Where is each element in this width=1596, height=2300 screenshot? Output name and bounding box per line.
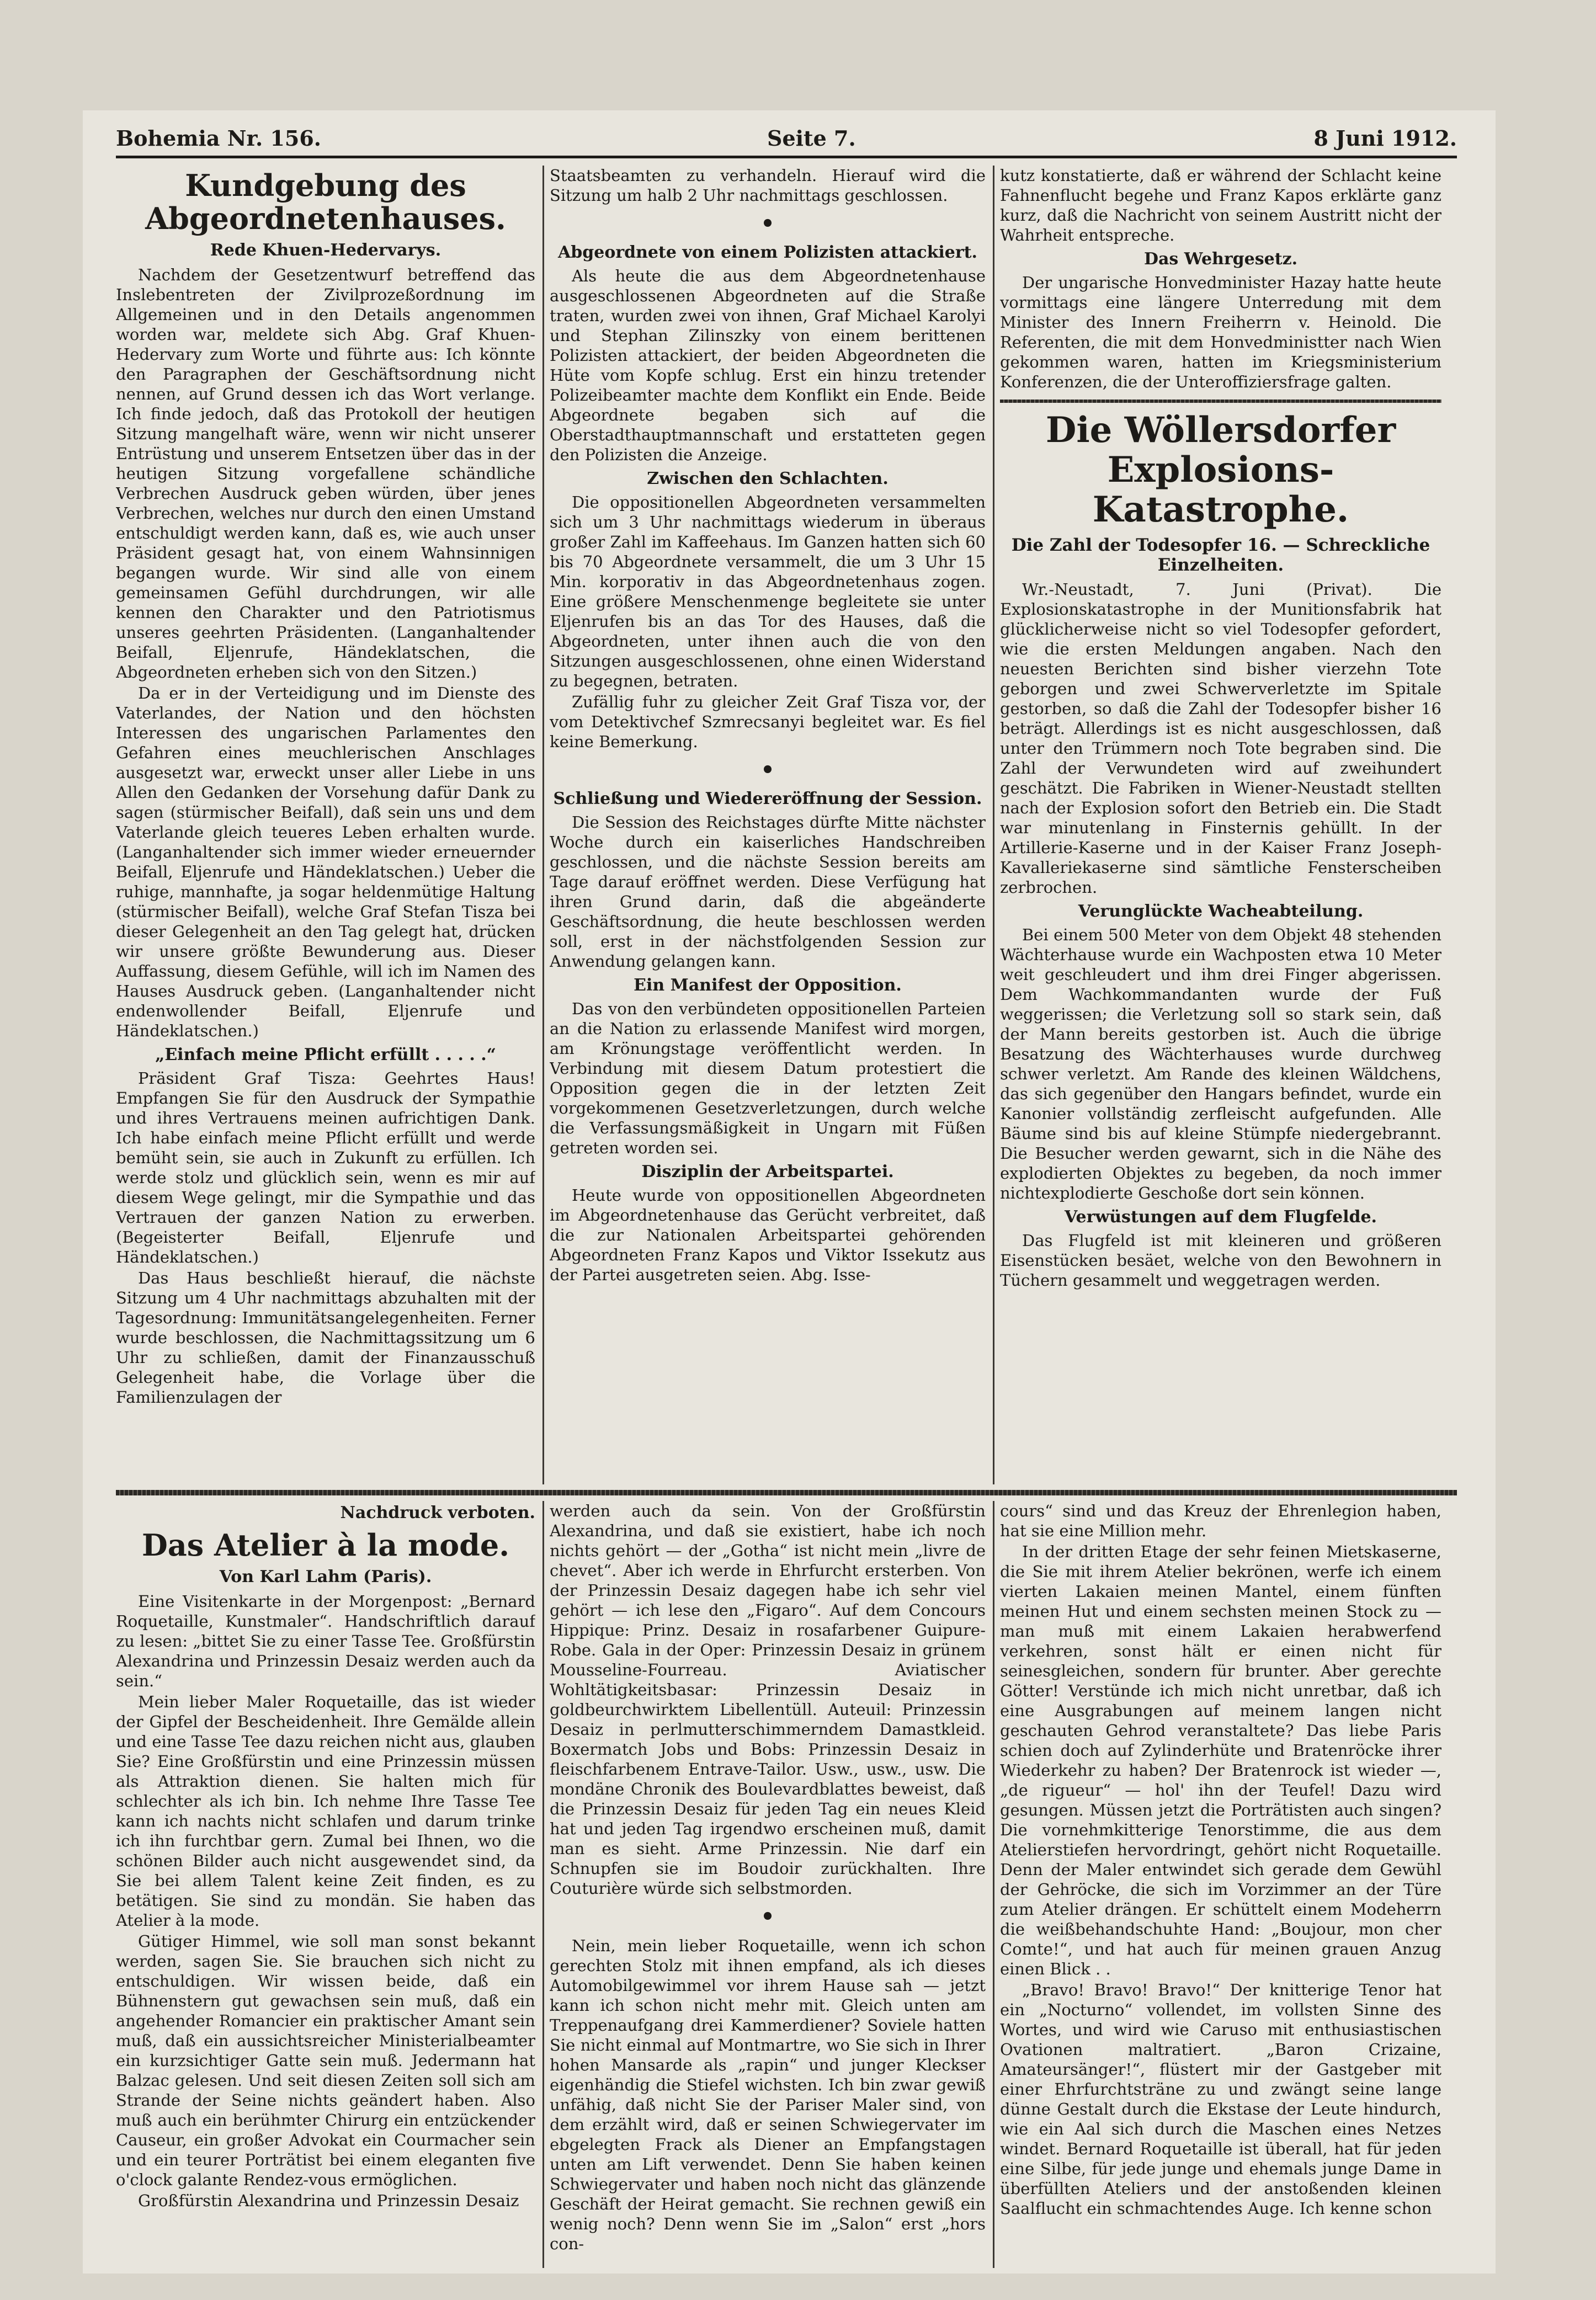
feuilleton-column-1 — [116, 1501, 535, 2268]
column-rule — [993, 166, 994, 1484]
paragraph: Die oppositionellen Abgeordneten versammelten sich um 3 Uhr nachmittags wiederum in überaus großer Zahl im Kaffeehaus. Im Ganzen hatten sich 60 bis 70 Abgeordnete versammelt, die um 3 Uhr 15 Min. korporativ in das Abgeordnetenhaus zogen. Eine größere Menschenmenge begleitete sie unter Eljenrufen bis an das Tor des Hauses, daß die Abgeordneten, unter ihnen auch die von den Sitzungen ausgeschlossenen, ohne einen Widerstand zu begegnen, betraten. — [550, 493, 986, 690]
issue-number: Bohemia Nr. 156. — [116, 126, 322, 151]
paragraph: Staatsbeamten zu verhandeln. Hierauf wird die Sitzung um halb 2 Uhr nachmittags geschlossen. — [550, 166, 986, 205]
paragraph: Da er in der Verteidigung und im Dienste des Vaterlandes, der Nation und den höchsten Interessen des ungarischen Parlamentes den Gefahren eines meuchlerischen Anschlages ausgesetzt war, erweckt unser aller Liebe in uns Allen den Gedanken der Vorsehung dafür Dank zu sagen (stürmischer Beifall), daß sein uns und dem Vaterlande gleich teueres Leben erhalten wurde. (Langanhaltender sich immer wieder erneuernder Beifall, Eljenrufe und Händeklatschen.) Ueber die ruhige, mannhafte, ja sogar heldenmütige Haltung (stürmischer Beifall), welche Graf Stefan Tisza bei dieser Gelegenheit an den Tag gelegt hat, drücken wir unsere größte Bewunderung aus. Dieser Auffassung, diesem Gefühle, will ich im Namen des Hauses Ausdruck geben. (Langanhaltender nicht endenwollender Beifall, Eljenrufe und Händeklatschen.) — [116, 684, 535, 1040]
feuilleton-column-2 — [550, 1501, 986, 2268]
column-3 — [1000, 166, 1441, 1484]
column-rule — [542, 166, 544, 1484]
paragraph: Großfürstin Alexandrina und Prinzessin Desaiz — [138, 2191, 519, 2210]
paragraph: Das Haus beschließt hierauf, die nächste Sitzung um 4 Uhr nachmittags abzuhalten mit der Tagesordnung: Immunitätsangelegenheiten. Ferner wurde beschlossen, die Nachmittagssitzung um 6 Uhr zu schließen, damit der Finanzausschuß Gelegenheit habe, die Vorlage über die Familienzulagen der — [116, 1269, 535, 1407]
newspaper-page — [83, 110, 1496, 2274]
section-heading: Ein Manifest der Opposition. — [634, 976, 902, 995]
article-subtitle: Die Zahl der Todesopfer 16. — Schreckliche Einzelheiten. — [1011, 535, 1430, 575]
section-heading: Verunglückte Wacheabteilung. — [1078, 902, 1364, 921]
article-title: Die Wöllersdorfer Explosions-Katastrophe. — [1045, 409, 1396, 530]
section-heading: Zwischen den Schlachten. — [647, 469, 889, 488]
header-rule — [116, 156, 1457, 158]
paragraph: Nein, mein lieber Roquetaille, wenn ich schon gerechten Stolz mit ihnen empfand, als ich dieses Automobilgewimmel vor ihrem Hause sah — jetzt kann ich schon nicht mehr mit. Gleich unten am Treppenaufgang drei Kammerdiener? Soviele hatten Sie nicht einmal auf Montmartre, wo Sie sich in Ihrer hohen Mansarde als „rapin“ und junger Kleckser eigenhändig die Stiefel wichsten. Ich bin zwar gewiß unfähig, daß nicht Sie der Pariser Maler sind, von dem erzählt wird, daß er seinen Schwiegervater im ebgelegten Frack als Diener an Empfangstagen unten am Lift verwendet. Denn Sie haben keinen Schwiegervater und haben noch nicht das glänzende Geschäft der Heirat gemacht. Sie rechnen gewiß ein wenig noch? Denn wenn Sie im „Salon“ erst „hors con- — [550, 1936, 986, 2253]
section-heading: Disziplin der Arbeitspartei. — [641, 1162, 894, 1181]
paragraph: Nachdem der Gesetzentwurf betreffend das Inslebentreten der Zivilprozeßordnung im Allgemeinen und in den Details angenommen worden war, meldete sich Abg. Graf Khuen-Hedervary zum Worte und führte aus: Ich könnte den Paragraphen der Geschäftsordnung nicht nennen, auf Grund dessen ich das Wort verlange. Ich finde jedoch, daß das Protokoll der heutigen Sitzung mangelhaft wäre, wenn wir nicht unserer Entrüstung und unserem Entsetzen über das in der heutigen Sitzung vorgefallene schändliche Verbrechen Ausdruck geben würden, über jenes Verbrechen, welches nur durch den einen Umstand entschuldigt werden kann, daß es, wie auch unser Präsident gesagt hat, von einem Wahnsinnigen begangen wurde. Wir sind alle von einem gemeinsamen Gefühl durchdrungen, wir alle kennen den Charakter und den Patriotismus unseres geehrten Präsidenten. (Langanhaltender Beifall, Eljenrufe, Händeklatschen, die Abgeordneten erheben sich von den Sitzen.) — [116, 265, 535, 682]
section-rule — [1000, 400, 1441, 403]
article-subtitle: Rede Khuen-Hedervarys. — [210, 241, 441, 260]
page-number: Seite 7. — [767, 126, 856, 151]
page-header — [116, 120, 1457, 156]
column-2 — [550, 166, 986, 1484]
section-heading: Abgeordnete von einem Polizisten attackiert. — [558, 243, 977, 262]
column-rule — [542, 1501, 544, 2268]
paragraph: Gütiger Himmel, wie soll man sonst bekannt werden, sagen Sie. Sie brauchen sich nicht zu entschuldigen. Wir wissen beide, daß ein Bühnenstern gut gewachsen sein muß, daß ein angehender Romancier ein praktischer Amant sein muß, daß ein aussichtsreicher Ministerialbeamter ein kurzsichtiger Gatte sein muß. Jedermann hat Balzac gelesen. Und seit diesen Zeiten soll sich am Strande der Seine nichts geändert haben. Also muß auch ein berühmter Chirurg ein entzückender Causeur, ein großer Advokat ein Courmacher sein und ein teurer Porträtist bei einem eleganten five o'clock galante Rendez-vous ermöglichen. — [116, 1932, 535, 2189]
paragraph: kutz konstatierte, daß er während der Schlacht keine Fahnenflucht begehe und Franz Kapos erklärte ganz kurz, daß die Nachricht von seinem Austritt nicht der Wahrheit entspreche. — [1000, 166, 1441, 244]
paragraph: Mein lieber Maler Roquetaille, das ist wieder der Gipfel der Bescheidenheit. Ihre Gemälde allein und eine Tasse Tee dazu reichen nicht aus, glauben Sie? Eine Großfürstin und eine Prinzessin müssen als Attraktion dienen. Sie halten mich für schlechter als ich bin. Ich nehme Ihre Tasse Tee kann ich nachts nicht schlafen und darum trinke ich ihn furchtbar gern. Zumal bei Ihnen, wo die schönen Bilder auch nicht ausgewendet sind, da Sie bei allem Talent keine Zeit finden, es zu betätigen. Sie sind zu mondän. Sie haben das Atelier à la mode. — [116, 1692, 535, 1930]
paragraph: Die Session des Reichstages dürfte Mitte nächster Woche durch ein kaiserliches Handschreiben geschlossen, und die nächste Session bereits am Tage darauf eröffnet werden. Diese Verfügung hat ihren Grund darin, daß die abgeänderte Geschäftsordnung, die heute beschlossen werden soll, erst in der nächstfolgenden Session zur Anwendung gelangen kann. — [550, 813, 986, 971]
paragraph: Bei einem 500 Meter von dem Objekt 48 stehenden Wächterhause wurde ein Wachposten etwa 10 Meter weit geschleudert und ihm drei Finger abgerissen. Dem Wachkommandanten wurde der Fuß weggerissen; die Verletzung soll so stark sein, daß der Mann bereits gestorben ist. Auch die übrige Besatzung des Wächterhauses wurde durchweg schwer verletzt. Am Rande des kleinen Wäldchens, das sich gegenüber den Hangars befindet, wurde ein Kanonier vollständig zerfleischt aufgefunden. Alle Bäume sind bis auf kleine Stümpfe niedergebrannt. Die Besucher werden gewarnt, sich in die Nähe des explodierten Objektes zu begeben, da noch immer nichtexplodierte Geschoße dort sein können. — [1000, 925, 1441, 1202]
separator: • — [760, 757, 775, 783]
column-rule — [993, 1501, 994, 2268]
paragraph: werden auch da sein. Von der Großfürstin Alexandrina, und daß sie existiert, habe ich noch nichts gehört — der „Gotha“ ist nicht mein „livre de chevet“. Aber ich werde in Ehrfurcht ersterben. Von der Prinzessin Desaiz dagegen habe ich sehr viel gehört — ich lese den „Figaro“. Auf dem Concours Hippique: Prinz. Desaiz in rosafarbener Guipure-Robe. Gala in der Oper: Prinzessin Desaiz in grünem Mousseline-Fourreau. Aviatischer Wohltätigkeitsbasar: Prinzessin Desaiz in goldbeurchwirktem Libellentüll. Auteuil: Prinzessin Desaiz in perlmutterschimmerndem Damastkleid. Boxermatch Jobs und Bobs: Prinzessin Desaiz in fleischfarbenem Entrave-Tailor. Usw., usw., usw. Die mondäne Chronik des Boulevardblattes beweist, daß die Prinzessin Desaiz für jeden Tag ein neues Kleid hat und jeden Tag irgendwo erscheinen muß, damit man es sieht. Arme Prinzessin. Nie darf ein Schnupfen sie im Boudoir zurückhalten. Ihre Couturière würde sich selbstmorden. — [550, 1502, 986, 1898]
article-title: Kundgebung des Abgeordnetenhauses. — [145, 168, 506, 236]
paragraph: Zufällig fuhr zu gleicher Zeit Graf Tisza vor, der vom Detektivchef Szmrecsanyi begleitet war. Es fiel keine Bemerkung. — [550, 693, 986, 751]
section-heading: Verwüstungen auf dem Flugfelde. — [1065, 1207, 1377, 1227]
issue-date: 8 Juni 1912. — [1313, 126, 1457, 151]
reprint-note: Nachdruck verboten. — [340, 1503, 535, 1522]
paragraph: Das Flugfeld ist mit kleineren und größeren Eisenstücken besäet, welche von den Bewohnern in Tüchern gesammelt und weggetragen werden. — [1000, 1231, 1441, 1290]
paragraph: Das von den verbündeten oppositionellen Parteien an die Nation zu erlassende Manifest wird morgen, am Krönungstage veröffentlicht werden. In Verbindung mit diesem Datum protestiert die Opposition gegen die in der letzten Zeit vorgekommenen Gesetzverletzungen, durch welche die Verfassungsmäßigkeit in Ungarn mit Füßen getreten worden sei. — [550, 999, 986, 1157]
paragraph: cours“ sind und das Kreuz der Ehrenlegion haben, hat sie eine Million mehr. — [1000, 1502, 1441, 1540]
paragraph: Wr.-Neustadt, 7. Juni (Privat). Die Explosionskatastrophe in der Munitionsfabrik hat glücklicherweise nicht so viel Todesopfer gefordert, wie die ersten Meldungen angaben. Nach den neuesten Berichten sind bisher vierzehn Tote geborgen und zwei Schwerverletzte im Spitale gestorben, so daß die Zahl der Todesopfer bisher 16 beträgt. Allerdings ist es nicht ausgeschlossen, daß unter den Trümmern noch Tote begraben sind. Die Zahl der Verwundeten wird auf zweihundert geschätzt. Die Fabriken in Wiener-Neustadt stellten nach der Explosion sofort den Betrieb ein. Die Stadt war minutenlang in Finsternis gehüllt. In der Artillerie-Kaserne und in der Kaiser Franz Joseph-Kavalleriekaserne sind sämtliche Fensterscheiben zerbrochen. — [1000, 580, 1441, 897]
feuilleton-title: Das Atelier à la mode. — [141, 1527, 510, 1563]
paragraph: In der dritten Etage der sehr feinen Mietskaserne, die Sie mit ihrem Atelier bekrönen, werfe ich einem vierten Lakaien meinen Mantel, einem fünften meinen Hut und einem sechsten meinen Stock zu — man muß mit einem Lakaien herabwerfend verkehren, sonst hält er einen nicht für seinesgleichen, sondern für brunter. Aber gerechte Götter! Verstünde ich mich nicht unretbar, daß ich eine Ausgrabungen auf meinem langen nicht geschauten Gehrod veranstaltete? Das liebe Paris schien doch auf Zylinderhüte und Bratenröcke ihrer Wiederkehr zu haben? Der Bratenrock ist wieder —, „de rigueur“ — hol' ihn der Teufel! Dazu wird gesungen. Müssen jetzt die Porträtisten auch singen? Die vornehmkitterige Tenorstimme, die aus dem Atelierstiefen hervordringt, gehört nicht Roquetaille. Denn der Maler entwindet sich gerade dem Gewühl der Gehröcke, die sich im Vorzimmer an der Türe zum Atelier drängen. Er schüttelt einem Modeherrn die weißbehandschuhte Hand: „Boujour, mon cher Comte!“, und hat auch für meinen grauen Anzug einen Blick . . — [1000, 1542, 1441, 1978]
paragraph: „Bravo! Bravo! Bravo!“ Der knitterige Tenor hat ein „Nocturno“ vollendet, im vollsten Sinne des Wortes, und wird wie Caruso mit enthusiastischen Ovationen maltratiert. „Baron Crizaine, Amateursänger!“, flüstert mir der Gastgeber mit einer Ehrfurchtsträne zu und zwängt seine lange dünne Gestalt durch die Ekstase der Leute hindurch, wie ein Aal sich durch die Maschen eines Netzes windet. Bernard Roquetaille ist überall, hat für jeden eine Silbe, für jede junge und ehemals junge Dame in überfüllten Ateliers und der anstoßenden kleinen Saalflucht ein schmachtendes Auge. Ich kenne schon — [1000, 1980, 1441, 2218]
section-heading: Schließung und Wiedereröffnung der Session. — [553, 789, 982, 808]
paragraph: Heute wurde von oppositionellen Abgeordneten im Abgeordnetenhause das Gerücht verbreitet, daß die zur Nationalen Arbeitspartei gehörenden Abgeordneten Franz Kapos und Viktor Issekutz aus der Partei ausgetreten seien. Abg. Isse- — [550, 1186, 986, 1284]
section-heading: „Einfach meine Pflicht erfüllt . . . . .“ — [155, 1045, 496, 1064]
paragraph: Eine Visitenkarte in der Morgenpost: „Bernard Roquetaille, Kunstmaler“. Handschriftlich darauf zu lesen: „bittet Sie zu einer Tasse Tee. Großfürstin Alexandrina und Prinzessin Desaiz werden auch da sein.“ — [116, 1592, 535, 1690]
section-heading: Das Wehrgesetz. — [1143, 249, 1298, 269]
column-1 — [116, 166, 535, 1484]
separator: • — [760, 211, 775, 237]
paragraph: Präsident Graf Tisza: Geehrtes Haus! Empfangen Sie für den Ausdruck der Sympathie und ihres Vertrauens meinen aufrichtigen Dank. Ich habe einfach meine Pflicht erfüllt und werde bemüht sein, sie auch in Zukunft zu erfüllen. Ich werde stolz und glücklich sein, wenn es mir auf diesem Wege gelingt, mir die Sympathie und das Vertrauen der ganzen Nation zu erwerben. (Begeisterter Beifall, Eljenrufe und Händeklatschen.) — [116, 1069, 535, 1266]
paragraph: Der ungarische Honvedminister Hazay hatte heute vormittags eine längere Unterredung mit dem Minister des Innern Freiherrn v. Heinold. Die Referenten, die mit dem Honvedministter nach Wien gekommen waren, hatten im Kriegsministerium Konferenzen, die der Unteroffiziersfrage galten. — [1000, 273, 1441, 391]
byline: Von Karl Lahm (Paris). — [219, 1567, 432, 1586]
feuilleton-column-3 — [1000, 1501, 1441, 2268]
separator: • — [760, 1904, 775, 1930]
feuilleton-rule — [116, 1490, 1457, 1495]
paragraph: Als heute die aus dem Abgeordnetenhause ausgeschlossenen Abgeordneten auf die Straße traten, wurden zwei von ihnen, Graf Michael Karolyi und Stephan Zilinszky von einem berittenen Polizisten attackiert, der beiden Abgeordneten die Hüte vom Kopfe schlug. Erst ein hinzu tretender Polizeibeamter machte dem Konflikt ein Ende. Beide Abgeordnete begaben sich auf die Oberstadthauptmannschaft und erstatteten gegen den Polizisten die Anzeige. — [550, 267, 986, 464]
